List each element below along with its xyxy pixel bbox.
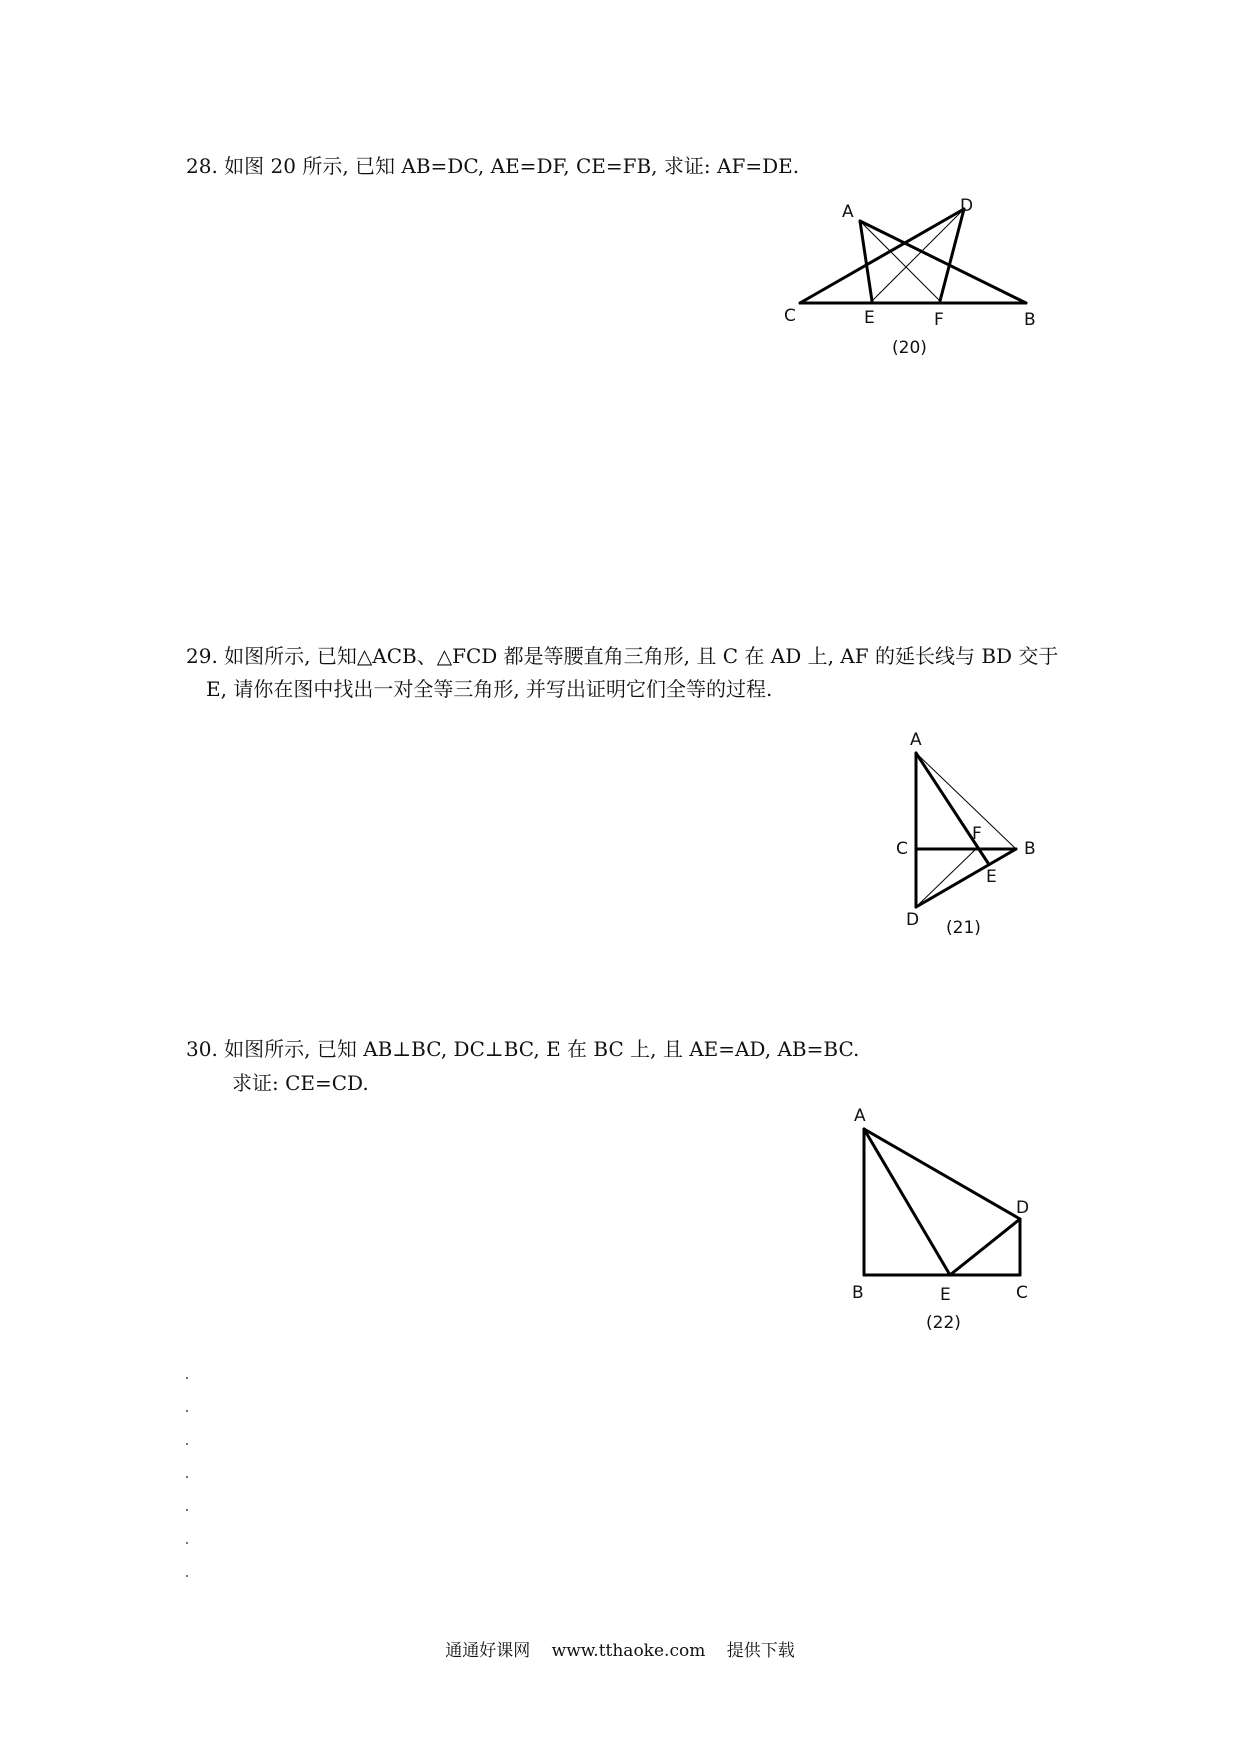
figure-22 [840,1105,1060,1335]
segment-DF [940,209,964,301]
figure-21 [880,725,1060,945]
footer-suffix: 提供下载 [726,1641,795,1661]
segment-CD [800,209,964,303]
label-C: C [896,839,908,859]
label-E: E [864,308,875,328]
label-E: E [986,867,997,887]
problem-30-line2: 求证: CE=CD. [232,1071,369,1095]
label-F: F [934,310,944,330]
label-F: F [972,824,982,844]
label-A: A [910,730,922,750]
segment-AB [916,753,1016,849]
figure-20 [780,195,1060,365]
segment-AE [864,1129,950,1275]
label-A: A [854,1106,866,1126]
label-A: A [842,202,854,222]
label-C: C [784,306,796,326]
segment-ED [950,1219,1020,1275]
problem-28-text: 28. 如图 20 所示, 已知 AB=DC, AE=DF, CE=FB, 求证: AF=DE. [186,154,800,178]
figure-21-caption: (21) [946,918,981,938]
segment-AE [860,221,872,301]
label-E: E [940,1285,951,1305]
figure-22-caption: (22) [926,1313,961,1333]
segment-AE [916,753,988,863]
figure-20-caption: (20) [892,338,927,358]
margin-mark [186,1509,188,1511]
problem-30-line1: 30. 如图所示, 已知 AB⊥BC, DC⊥BC, E 在 BC 上, 且 AE=AD, AB=BC. [186,1037,860,1061]
segment-DB [916,849,1016,907]
margin-mark [186,1476,188,1478]
label-D: D [960,196,974,216]
footer [0,1636,1240,1661]
margin-mark [186,1542,188,1544]
segment-AD [864,1129,1020,1219]
label-B: B [1024,839,1036,859]
margin-mark [186,1575,188,1577]
label-D: D [906,910,920,930]
margin-mark [186,1377,188,1379]
footer-url[interactable]: www.tthaoke.com [551,1641,706,1661]
problem-29-line2: E, 请你在图中找出一对全等三角形, 并写出证明它们全等的过程. [206,677,773,701]
label-C: C [1016,1283,1028,1303]
label-D: D [1016,1198,1030,1218]
label-B: B [852,1283,864,1303]
label-B: B [1024,310,1036,330]
problem-29-line1: 29. 如图所示, 已知△ACB、△FCD 都是等腰直角三角形, 且 C 在 AD 上, AF 的延长线与 BD 交于 [186,644,1059,668]
margin-mark [186,1443,188,1445]
footer-site-name: 通通好课网 [445,1641,531,1661]
margin-mark [186,1410,188,1412]
